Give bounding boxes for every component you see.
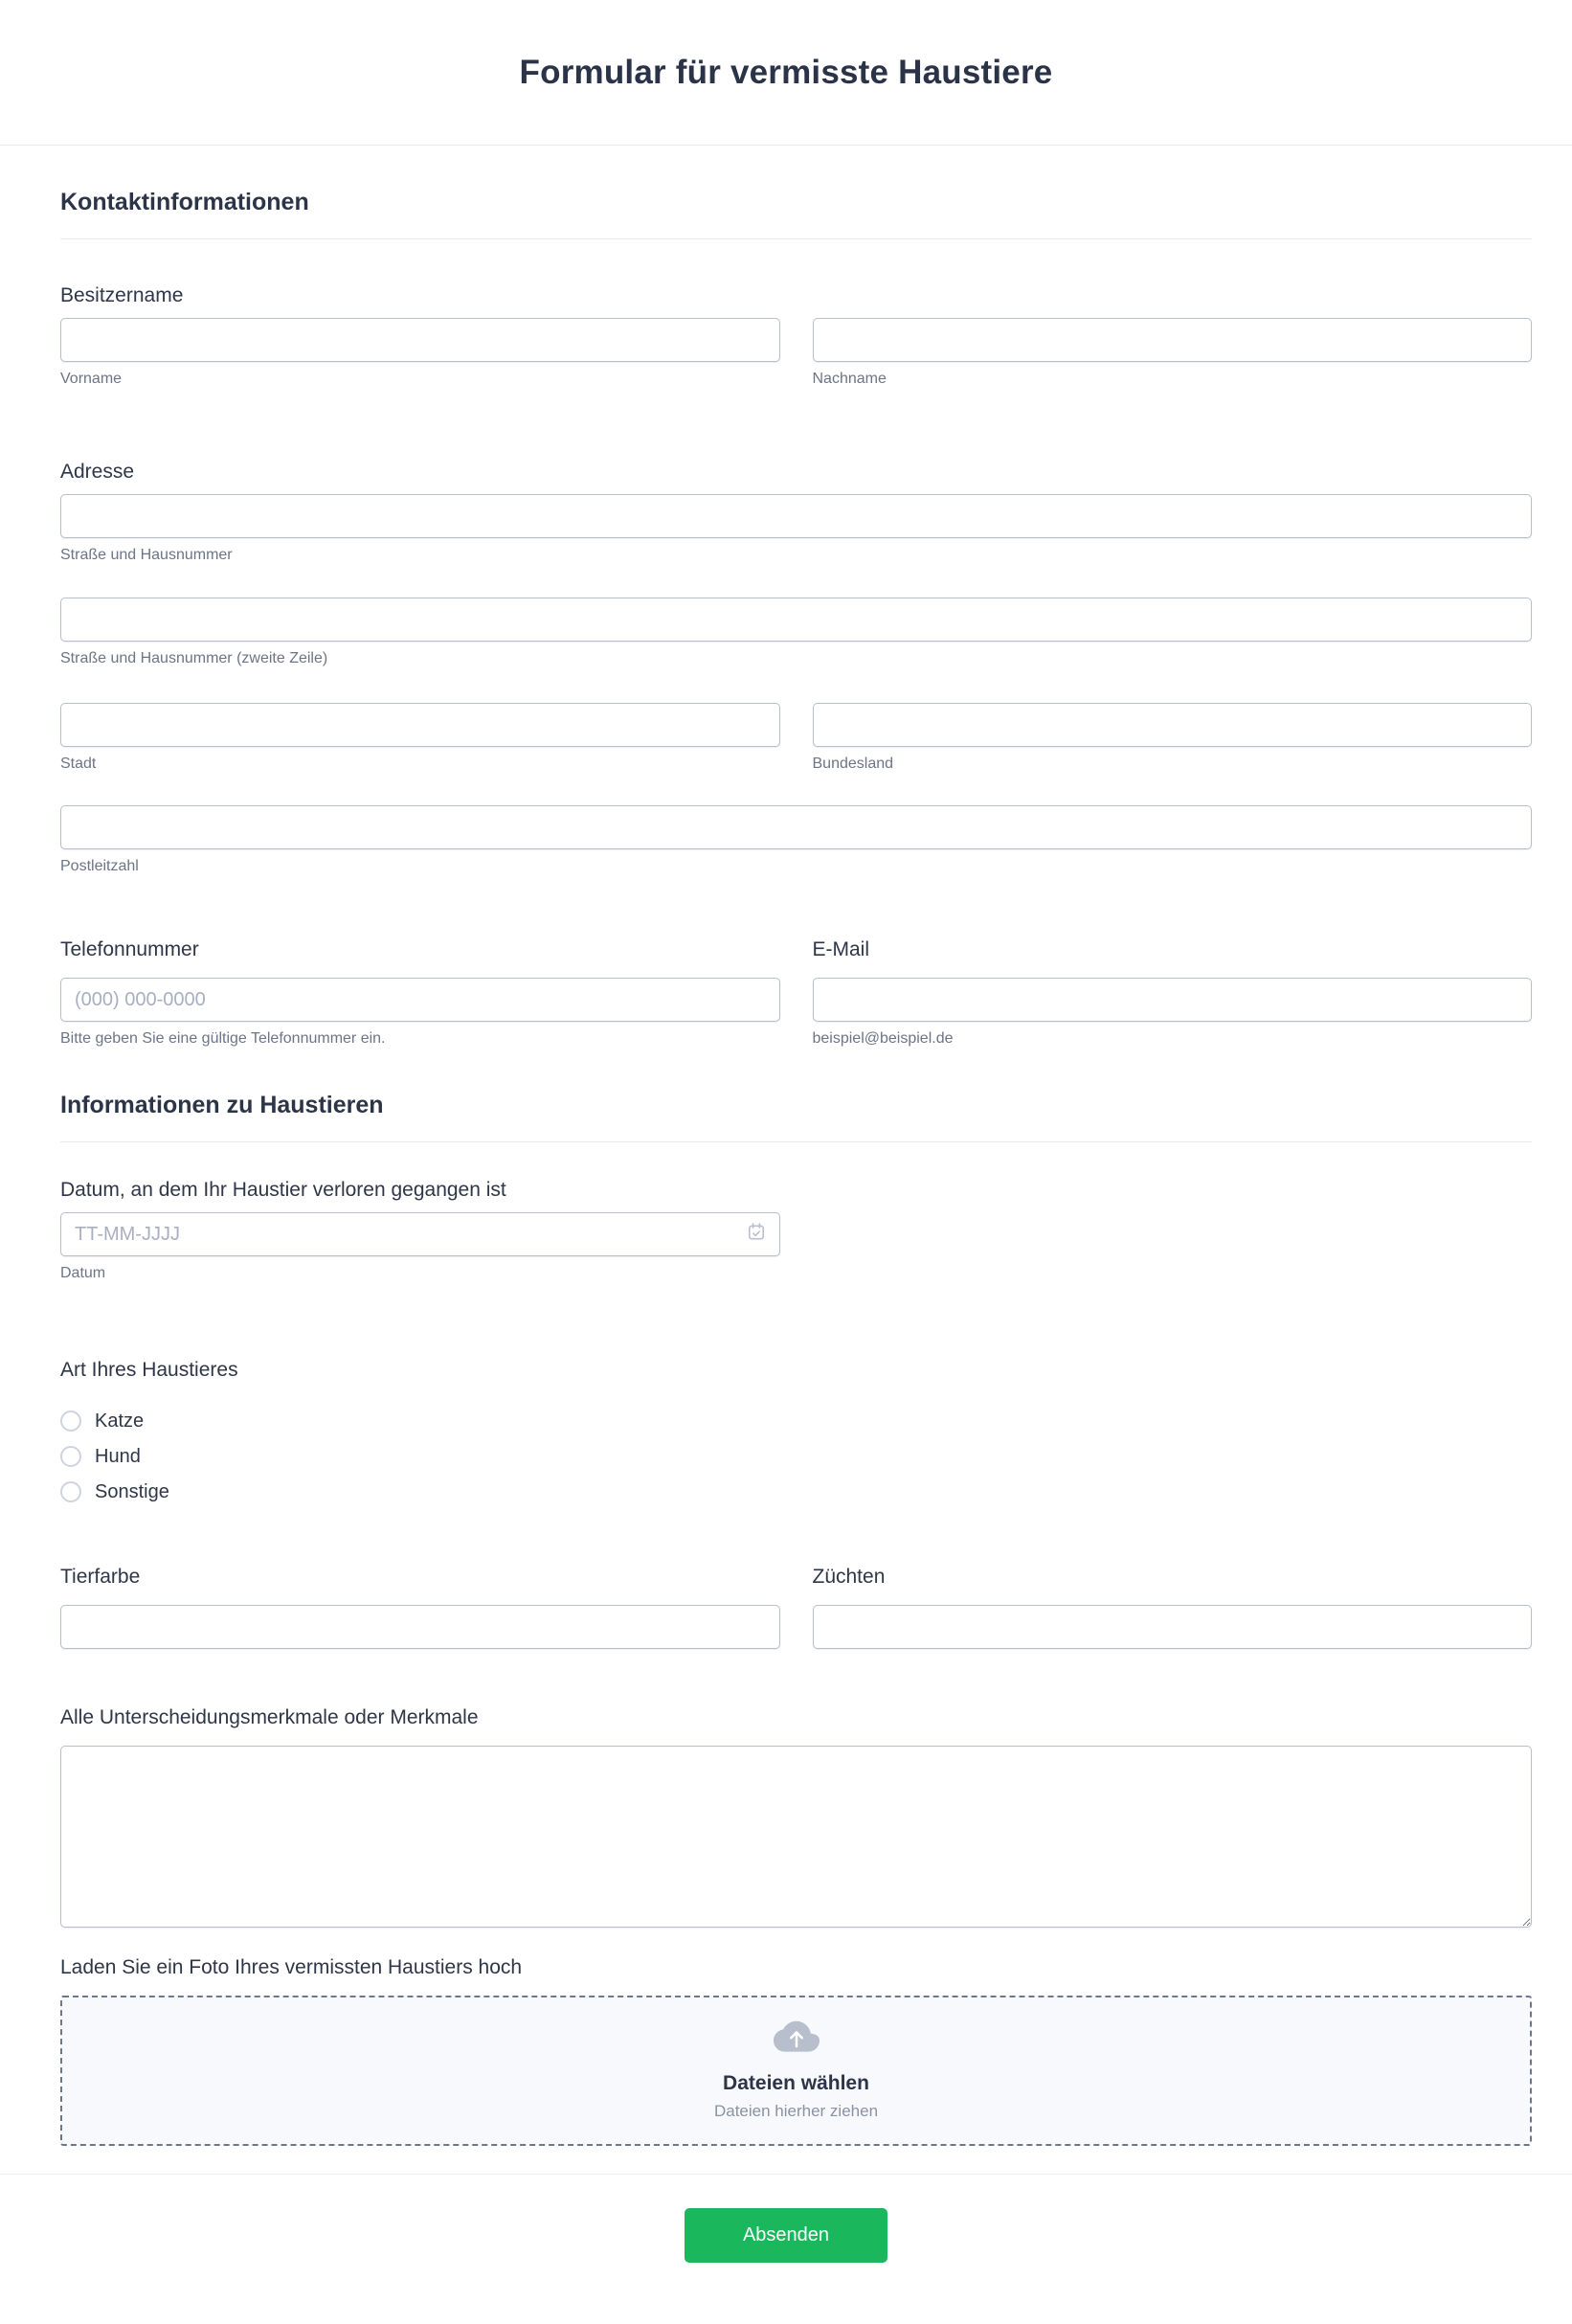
street-line2-sublabel: Straße und Hausnummer (zweite Zeile) (60, 650, 328, 666)
radio-circle-icon (60, 1446, 81, 1467)
zip-sublabel: Postleitzahl (60, 858, 139, 874)
zip-input[interactable] (60, 805, 1532, 849)
field-markings (60, 1705, 1532, 1932)
state-sublabel: Bundesland (812, 756, 894, 772)
pet-color-input[interactable] (60, 1605, 780, 1649)
email-group (813, 937, 1533, 1049)
first-name-sublabel: Vorname (60, 371, 123, 387)
street-line1-input[interactable] (60, 494, 1532, 538)
markings-label: Alle Unterscheidungsmerkmale oder Merkmale (60, 1706, 479, 1728)
markings-textarea[interactable] (60, 1746, 1532, 1928)
section-divider-contact (60, 238, 1532, 239)
section-divider-pet (60, 1141, 1532, 1142)
field-photo-upload (60, 1955, 1532, 2146)
section-heading-pet: Informationen zu Haustieren (60, 1092, 384, 1118)
upload-cloud-icon (774, 2020, 820, 2059)
first-name-input[interactable] (60, 318, 780, 362)
section-heading-contact: Kontaktinformationen (60, 189, 309, 215)
pet-breed-label: Züchten (812, 1566, 886, 1588)
radio-label: Sonstige (95, 1480, 169, 1502)
state-group (813, 703, 1533, 774)
page-title: Formular für vermisste Haustiere (519, 53, 1053, 91)
email-label: E-Mail (812, 938, 870, 960)
field-owner-name (60, 283, 1532, 389)
phone-group (60, 937, 780, 1049)
lost-date-sublabel: Datum (60, 1265, 106, 1281)
lost-date-input[interactable] (60, 1212, 780, 1256)
form-footer (0, 2175, 1572, 2308)
phone-input[interactable] (60, 978, 780, 1022)
last-name-group (813, 318, 1533, 389)
street-line1-group (60, 494, 1532, 565)
field-pet-type (60, 1358, 1532, 1506)
lost-date-label: Datum, an dem Ihr Haustier verloren gegangen ist (60, 1179, 506, 1201)
form-body (0, 188, 1572, 2146)
radio-option-sonstige[interactable] (60, 1478, 1532, 1506)
email-input[interactable] (813, 978, 1533, 1022)
phone-label: Telefonnummer (60, 938, 199, 960)
radio-circle-icon (60, 1410, 81, 1432)
form-header (0, 0, 1572, 146)
choose-files-label: Dateien wählen (723, 2071, 869, 2094)
radio-circle-icon (60, 1481, 81, 1502)
pet-breed-input[interactable] (813, 1605, 1533, 1649)
city-input[interactable] (60, 703, 780, 747)
radio-option-hund[interactable] (60, 1442, 1532, 1471)
city-sublabel: Stadt (60, 756, 97, 772)
field-lost-date (60, 1178, 1532, 1283)
lost-date-input-wrap (60, 1212, 780, 1256)
radio-option-katze[interactable] (60, 1407, 1532, 1435)
photo-upload-label: Laden Sie ein Foto Ihres vermissten Haustiers hoch (60, 1956, 523, 1978)
submit-button[interactable]: Absenden (685, 2208, 887, 2263)
pet-type-label: Art Ihres Haustieres (60, 1359, 238, 1381)
radio-label: Hund (95, 1445, 141, 1467)
zip-group (60, 805, 1532, 876)
pet-color-group (60, 1565, 780, 1649)
street-line2-input[interactable] (60, 598, 1532, 642)
address-label: Adresse (60, 461, 135, 483)
pet-breed-group (813, 1565, 1533, 1649)
field-address (60, 460, 1532, 876)
first-name-group (60, 318, 780, 389)
email-helper: beispiel@beispiel.de (812, 1030, 954, 1047)
pet-color-label: Tierfarbe (60, 1566, 141, 1588)
city-group (60, 703, 780, 774)
last-name-sublabel: Nachname (812, 371, 887, 387)
file-dropzone[interactable] (60, 1996, 1532, 2146)
pet-type-radio-group (60, 1407, 1532, 1506)
state-input[interactable] (813, 703, 1533, 747)
phone-helper: Bitte geben Sie eine gültige Telefonnummer ein. (60, 1030, 386, 1047)
street-line2-group (60, 598, 1532, 668)
street-line1-sublabel: Straße und Hausnummer (60, 547, 233, 563)
last-name-input[interactable] (813, 318, 1533, 362)
drag-files-label: Dateien hierher ziehen (713, 2101, 879, 2120)
owner-name-label: Besitzername (60, 284, 184, 306)
radio-label: Katze (95, 1410, 145, 1432)
